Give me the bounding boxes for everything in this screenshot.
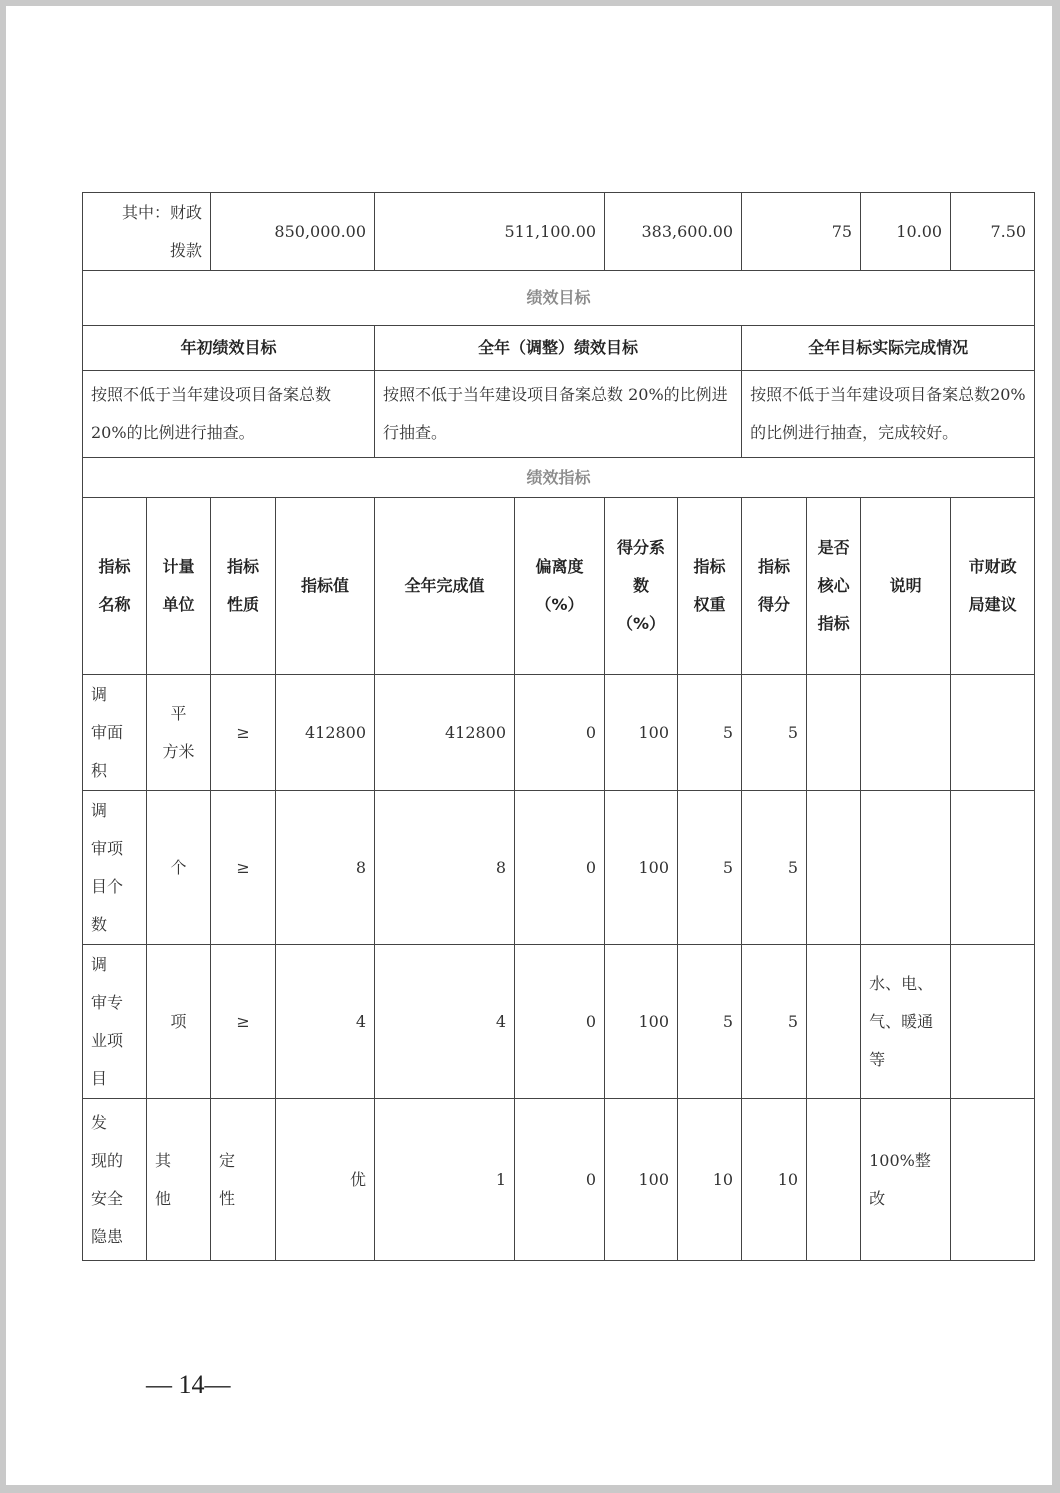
goal-text-actual: 按照不低于当年建设项目备案总数20%的比例进行抽查，完成较好。 xyxy=(742,371,1035,458)
goal-header-initial: 年初绩效目标 xyxy=(83,326,375,371)
indicator-target: 优 xyxy=(276,1099,375,1261)
indicator-weight: 5 xyxy=(678,945,742,1099)
indicator-nature: ≥ xyxy=(211,791,276,945)
table-row xyxy=(83,791,1035,945)
indicator-target: 4 xyxy=(276,945,375,1099)
header-actual: 全年完成值 xyxy=(375,498,515,675)
header-coefficient: 得分系 数（%） xyxy=(605,498,678,675)
funding-budget: 850,000.00 xyxy=(211,193,375,271)
indicator-unit: 平 方米 xyxy=(147,675,211,791)
funding-weight: 10.00 xyxy=(861,193,951,271)
indicator-note xyxy=(861,791,951,945)
indicator-weight: 10 xyxy=(678,1099,742,1261)
goal-text-adjusted: 按照不低于当年建设项目备案总数 20%的比例进行抽查。 xyxy=(375,371,742,458)
table-row xyxy=(83,675,1035,791)
header-score: 指标 得分 xyxy=(742,498,807,675)
table-row xyxy=(83,945,1035,1099)
indicator-deviation: 0 xyxy=(515,945,605,1099)
header-weight: 指标 权重 xyxy=(678,498,742,675)
indicator-nature: 定 性 xyxy=(211,1099,276,1261)
indicator-unit: 个 xyxy=(147,791,211,945)
header-unit: 计量 单位 xyxy=(147,498,211,675)
header-note: 说明 xyxy=(861,498,951,675)
funding-adjusted: 511,100.00 xyxy=(375,193,605,271)
table-row xyxy=(83,1099,1035,1261)
page-number: — 14— xyxy=(146,1370,231,1399)
indicator-score: 10 xyxy=(742,1099,807,1261)
indicator-name: 发 现的 安全 隐患 xyxy=(83,1099,147,1261)
goal-header-adjusted: 全年（调整）绩效目标 xyxy=(375,326,742,371)
indicator-nature: ≥ xyxy=(211,675,276,791)
indicator-core xyxy=(807,675,861,791)
funding-executed: 383,600.00 xyxy=(605,193,742,271)
indicator-note: 100%整 改 xyxy=(861,1099,951,1261)
indicator-note: 水、电、 气、暖通 等 xyxy=(861,945,951,1099)
indicators-section-title: 绩效指标 xyxy=(83,458,1035,498)
indicator-note xyxy=(861,675,951,791)
indicator-score: 5 xyxy=(742,791,807,945)
indicator-actual: 1 xyxy=(375,1099,515,1261)
header-nature: 指标 性质 xyxy=(211,498,276,675)
indicator-name: 调 审专 业项 目 xyxy=(83,945,147,1099)
indicator-actual: 8 xyxy=(375,791,515,945)
indicator-actual: 4 xyxy=(375,945,515,1099)
indicator-nature: ≥ xyxy=(211,945,276,1099)
indicator-target: 412800 xyxy=(276,675,375,791)
goal-header-actual: 全年目标实际完成情况 xyxy=(742,326,1035,371)
indicator-name: 调 审面 积 xyxy=(83,675,147,791)
indicator-deviation: 0 xyxy=(515,1099,605,1261)
indicator-coefficient: 100 xyxy=(605,1099,678,1261)
document-page xyxy=(6,6,1052,1485)
funding-score: 7.50 xyxy=(951,193,1035,271)
funding-rate: 75 xyxy=(742,193,861,271)
indicators-section-row xyxy=(83,458,1035,498)
header-indicator-name: 指标 名称 xyxy=(83,498,147,675)
indicator-unit: 项 xyxy=(147,945,211,1099)
indicator-advice xyxy=(951,791,1035,945)
indicator-advice xyxy=(951,945,1035,1099)
indicator-coefficient: 100 xyxy=(605,945,678,1099)
indicator-deviation: 0 xyxy=(515,675,605,791)
indicator-advice xyxy=(951,675,1035,791)
indicator-weight: 5 xyxy=(678,675,742,791)
indicator-coefficient: 100 xyxy=(605,791,678,945)
indicator-actual: 412800 xyxy=(375,675,515,791)
goal-text-initial: 按照不低于当年建设项目备案总数20%的比例进行抽查。 xyxy=(83,371,375,458)
goals-section-title: 绩效目标 xyxy=(83,271,1035,326)
indicator-deviation: 0 xyxy=(515,791,605,945)
goal-header-row xyxy=(83,326,1035,371)
indicator-advice xyxy=(951,1099,1035,1261)
indicator-core xyxy=(807,791,861,945)
header-target: 指标值 xyxy=(276,498,375,675)
funding-label: 其中：财政 拨款 xyxy=(83,193,211,271)
indicator-core xyxy=(807,945,861,1099)
indicator-unit: 其 他 xyxy=(147,1099,211,1261)
header-core: 是否 核心 指标 xyxy=(807,498,861,675)
indicator-target: 8 xyxy=(276,791,375,945)
header-deviation: 偏离度 （%） xyxy=(515,498,605,675)
funding-row xyxy=(83,193,1035,271)
header-advice: 市财政 局建议 xyxy=(951,498,1035,675)
indicator-core xyxy=(807,1099,861,1261)
indicator-name: 调 审项 目个 数 xyxy=(83,791,147,945)
indicator-header-row xyxy=(83,498,1035,675)
indicator-score: 5 xyxy=(742,945,807,1099)
indicator-score: 5 xyxy=(742,675,807,791)
indicator-coefficient: 100 xyxy=(605,675,678,791)
performance-table xyxy=(82,192,1035,1261)
goal-text-row xyxy=(83,371,1035,458)
indicator-weight: 5 xyxy=(678,791,742,945)
goals-section-row xyxy=(83,271,1035,326)
